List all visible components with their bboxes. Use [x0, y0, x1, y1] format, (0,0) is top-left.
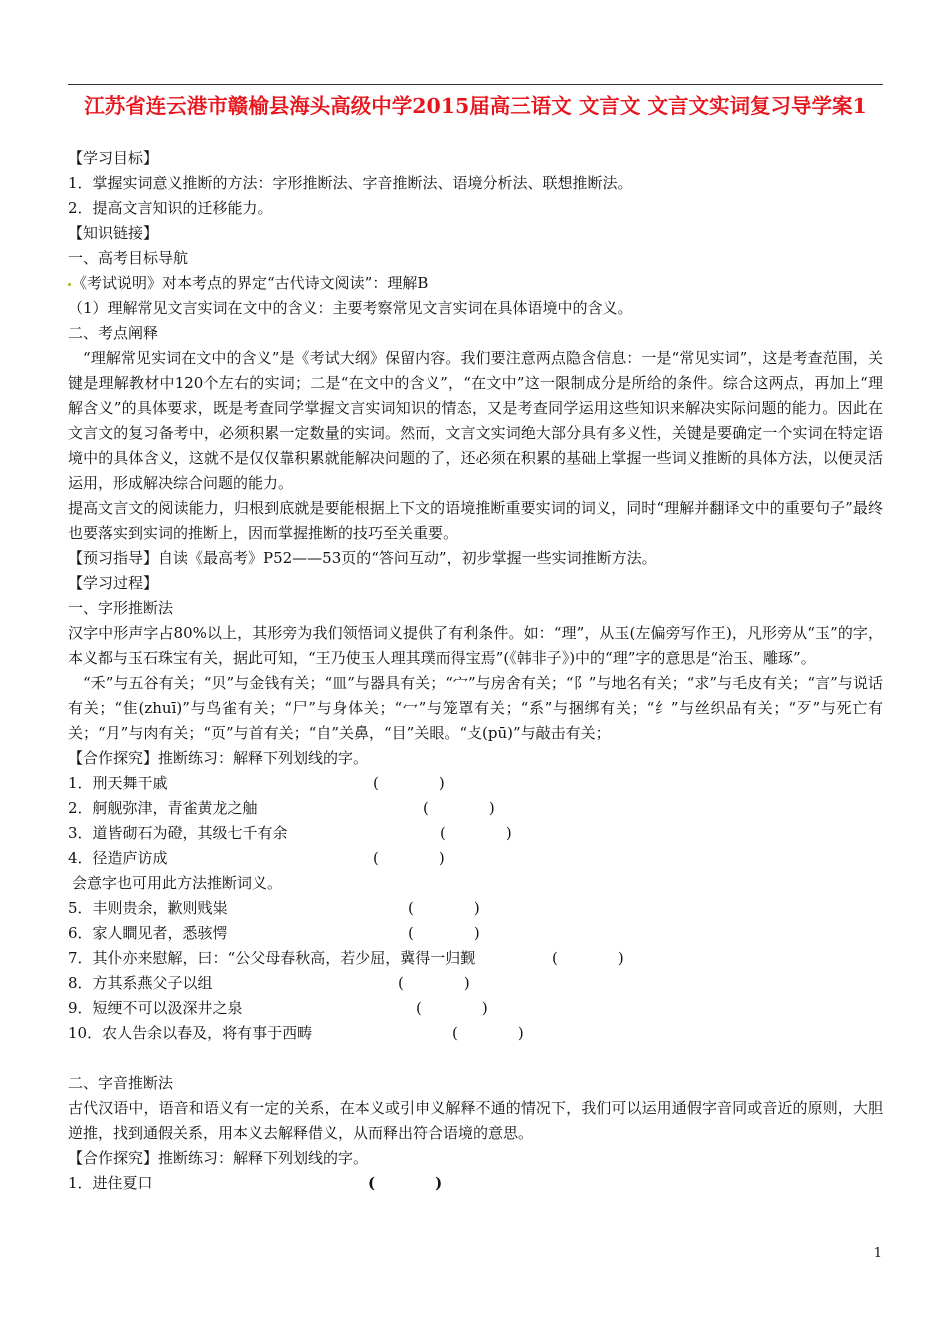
- preview-guide: 【预习指导】自读《最高考》P52——53页的“答问互动”，初步掌握一些实词推断方法。: [68, 549, 657, 567]
- practice-item: [68, 996, 883, 1021]
- practice-item: [68, 1171, 883, 1196]
- document-title: 江苏省连云港市赣榆县海头高级中学2015届高三语文 文言文 文言文实词复习导学案1: [84, 94, 867, 118]
- answer-blank[interactable]: ( ): [373, 849, 445, 867]
- bullet-dot-icon: [68, 283, 71, 286]
- practice-item-text: 7．其仆亦来慰解，曰：“公父母春秋高，若少屈，冀得一归觐: [68, 949, 476, 967]
- answer-blank[interactable]: ( ): [373, 774, 445, 792]
- page-number: 1: [873, 1246, 882, 1261]
- practice-1-heading: 【合作探究】推断练习：解释下列划线的字。: [68, 749, 369, 767]
- practice-item-text: 1．刑天舞干戚: [68, 774, 168, 792]
- subheading-method-1: 一、字形推断法: [68, 599, 174, 617]
- subheading-explain: 二、考点阐释: [68, 324, 159, 342]
- method-1-paragraph-2: “禾”与五谷有关；“贝”与金钱有关；“皿”与器具有关；“宀”与房舍有关；“阝”与地名有关；“求”与毛皮有关；“言”与说话有关；“隹(zhuī)”与鸟雀有关；“尸”与身体关；“冖”与笼罩有关；“系”与捆绑有关；“纟”与丝织品有关；“歹”与死亡有关；“月”与肉有关；“页”与首有关；“自”关鼻，“目”关眼。“攴(pū)”与敲击有关；: [68, 674, 883, 742]
- answer-blank[interactable]: ( ): [452, 1024, 524, 1042]
- answer-blank[interactable]: ( ): [552, 949, 624, 967]
- answer-blank[interactable]: ( ): [368, 1174, 443, 1192]
- header-rule: [68, 84, 883, 85]
- nav-item: （1）理解常见文言实词在文中的含义：主要考察常见文言实词在具体语境中的含义。: [68, 299, 633, 317]
- method-2-paragraph-1: 古代汉语中，语音和语义有一定的关系，在本义或引申义解释不通的情况下，我们可以运用通假字音同或音近的原则，大胆逆推，找到通假关系，用本义去解释借义，从而释出符合语境的意思。: [68, 1099, 883, 1142]
- practice-item-text: 9．短绠不可以汲深井之泉: [68, 999, 243, 1017]
- practice-item-text: 2．舸舰弥津，青雀黄龙之舳: [68, 799, 258, 817]
- practice-item: [68, 946, 883, 971]
- goal-item-1: 1．掌握实词意义推断的方法：字形推断法、字音推断法、语境分析法、联想推断法。: [68, 174, 633, 192]
- practice-item-text: 10．农人告余以春及，将有事于西畴: [68, 1024, 313, 1042]
- practice-item-text: 8．方其系燕父子以组: [68, 974, 213, 992]
- practice-item: [68, 971, 883, 996]
- practice-item-text: 3．道皆砌石为磴，其级七千有余: [68, 824, 288, 842]
- practice-item: [68, 1021, 883, 1046]
- practice-item: [68, 771, 883, 796]
- practice-item: [68, 846, 883, 871]
- subheading-method-2: 二、字音推断法: [68, 1074, 174, 1092]
- practice-item: [68, 896, 883, 921]
- practice-item-text: 6．家人瞷见者，悉骇愕: [68, 924, 228, 942]
- answer-blank[interactable]: ( ): [408, 924, 480, 942]
- answer-blank[interactable]: ( ): [416, 999, 488, 1017]
- practice-item: [68, 796, 883, 821]
- practice-item-text: 5．丰则贵余，歉则贱粜: [68, 899, 228, 917]
- practice-item: [68, 821, 883, 846]
- spacer: [68, 1046, 883, 1071]
- answer-blank[interactable]: ( ): [440, 824, 512, 842]
- answer-blank[interactable]: ( ): [398, 974, 470, 992]
- practice-item-text: 1．进住夏口: [68, 1174, 153, 1192]
- practice-item: [68, 921, 883, 946]
- nav-line-text: 《考试说明》对本考点的界定“古代诗文阅读”：理解B: [72, 274, 429, 292]
- method-1-paragraph-1: 汉字中形声字占80%以上，其形旁为我们领悟词义提供了有利条件。如：“理”，从玉(左偏旁写作王)，凡形旁从“玉”的字，本义都与玉石珠宝有关，据此可知，“王乃使玉人理其璞而得宝焉”(《韩非子》)中的“理”字的意思是“治玉、雕琢”。: [68, 624, 883, 667]
- practice-2-heading: 【合作探究】推断练习：解释下列划线的字。: [68, 1149, 369, 1167]
- answer-blank[interactable]: ( ): [423, 799, 495, 817]
- explain-paragraph-2: 提高文言文的阅读能力，归根到底就是要能根据上下文的语境推断重要实词的词义，同时“理解并翻译文中的重要句子”最终也要落实到实词的推断上，因而掌握推断的技巧至关重要。: [68, 499, 883, 542]
- document-body: [68, 146, 883, 1196]
- goal-item-2: 2．提高文言知识的迁移能力。: [68, 199, 273, 217]
- huiyi-note: 会意字也可用此方法推断词义。: [72, 874, 283, 892]
- section-heading-process: 【学习过程】: [68, 574, 159, 592]
- section-heading-goals: 【学习目标】: [68, 149, 159, 167]
- nav-line: [68, 271, 883, 296]
- practice-item-text: 4．径造庐访成: [68, 849, 168, 867]
- explain-paragraph-1: “理解常见实词在文中的含义”是《考试大纲》保留内容。我们要注意两点隐含信息：一是“常见实词”，这是考查范围，关键是理解教材中120个左右的实词；二是“在文中的含义”，“在文中”这一限制成分是所给的条件。综合这两点，再加上“理解含义”的具体要求，既是考查同学掌握文言实词知识的情态，又是考查同学运用这些知识来解决实际问题的能力。因此在文言文的复习备考中，必须积累一定数量的实词。然而，文言文实词绝大部分具有多义性，关键是要确定一个实词在特定语境中的具体含义，这就不是仅仅靠积累就能解决问题的了，还必须在积累的基础上掌握一些词义推断的具体方法，以便灵活运用，形成解决综合问题的能力。: [68, 349, 883, 492]
- answer-blank[interactable]: ( ): [408, 899, 480, 917]
- subheading-nav: 一、高考目标导航: [68, 249, 189, 267]
- section-heading-link: 【知识链接】: [68, 224, 159, 242]
